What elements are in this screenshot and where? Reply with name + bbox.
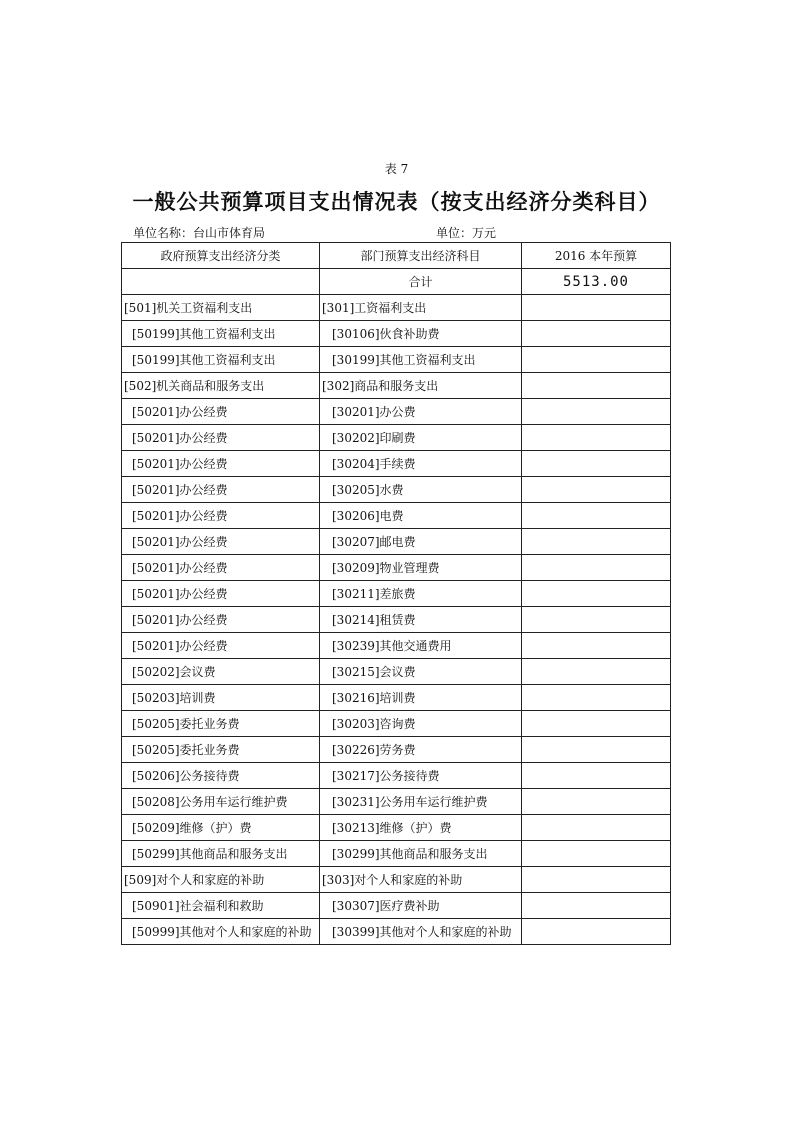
table-row [122,659,671,685]
table-row [122,789,671,815]
budget-value-cell [522,607,671,633]
gov-classification-cell: [502]机关商品和服务支出 [122,373,320,399]
gov-classification-cell: [50205]委托业务费 [122,711,320,737]
budget-value-cell [522,659,671,685]
gov-classification-cell: [50201]办公经费 [122,529,320,555]
gov-classification-cell: [509]对个人和家庭的补助 [122,867,320,893]
budget-value-cell [522,919,671,945]
header-dept-subject: 部门预算支出经济科目 [320,243,522,269]
gov-classification-cell: [50201]办公经费 [122,425,320,451]
budget-value-cell [522,295,671,321]
budget-value-cell [522,347,671,373]
budget-value-cell [522,451,671,477]
dept-subject-cell: [30106]伙食补助费 [320,321,522,347]
dept-subject-cell: [30399]其他对个人和家庭的补助 [320,919,522,945]
dept-subject-cell: [30217]公务接待费 [320,763,522,789]
table-number: 表 7 [384,162,409,176]
dept-subject-cell: [30206]电费 [320,503,522,529]
table-row [122,581,671,607]
dept-subject-cell: [30207]邮电费 [320,529,522,555]
table-row [122,529,671,555]
header-budget-2016: 2016 本年预算 [522,243,671,269]
dept-subject-cell: [30307]医疗费补助 [320,893,522,919]
table-row [122,295,671,321]
gov-classification-cell: [50201]办公经费 [122,477,320,503]
budget-value-cell [522,477,671,503]
table-row [122,867,671,893]
budget-value-cell [522,373,671,399]
dept-subject-cell: [30216]培训费 [320,685,522,711]
dept-subject-cell: [30231]公务用车运行维护费 [320,789,522,815]
dept-subject-cell: [30299]其他商品和服务支出 [320,841,522,867]
dept-subject-cell: [30211]差旅费 [320,581,522,607]
table-row [122,815,671,841]
table-row [122,633,671,659]
gov-classification-cell: [501]机关工资福利支出 [122,295,320,321]
budget-value-cell [522,633,671,659]
dept-subject-cell: [30203]咨询费 [320,711,522,737]
gov-classification-cell: [50203]培训费 [122,685,320,711]
gov-classification-cell: [50199]其他工资福利支出 [122,321,320,347]
dept-subject-cell: [30201]办公费 [320,399,522,425]
budget-value-cell [522,399,671,425]
table-row [122,685,671,711]
table-row [122,893,671,919]
dept-subject-cell: [30226]劳务费 [320,737,522,763]
dept-subject-cell: [30205]水费 [320,477,522,503]
gov-classification-cell: [50201]办公经费 [122,581,320,607]
table-row [122,555,671,581]
table-row [122,321,671,347]
gov-classification-cell: [50201]办公经费 [122,633,320,659]
gov-classification-cell: [50208]公务用车运行维护费 [122,789,320,815]
gov-classification-cell: [50205]委托业务费 [122,737,320,763]
budget-value-cell [522,581,671,607]
total-empty-cell [122,269,320,295]
table-row [122,399,671,425]
dept-subject-cell: [302]商品和服务支出 [320,373,522,399]
gov-classification-cell: [50999]其他对个人和家庭的补助 [122,919,320,945]
budget-value-cell [522,815,671,841]
budget-value-cell [522,321,671,347]
gov-classification-cell: [50201]办公经费 [122,607,320,633]
budget-value-cell [522,425,671,451]
gov-classification-cell: [50901]社会福利和救助 [122,893,320,919]
table-row [122,841,671,867]
gov-classification-cell: [50209]维修（护）费 [122,815,320,841]
expenditure-table [121,242,671,945]
budget-value-cell [522,503,671,529]
table-header-row [122,243,671,269]
total-row [122,269,671,295]
dept-subject-cell: [30199]其他工资福利支出 [320,347,522,373]
budget-value-cell [522,555,671,581]
budget-value-cell [522,893,671,919]
table-row [122,503,671,529]
gov-classification-cell: [50201]办公经费 [122,503,320,529]
header-gov-classification: 政府预算支出经济分类 [122,243,320,269]
gov-classification-cell: [50201]办公经费 [122,555,320,581]
dept-subject-cell: [303]对个人和家庭的补助 [320,867,522,893]
dept-subject-cell: [301]工资福利支出 [320,295,522,321]
dept-subject-cell: [30239]其他交通费用 [320,633,522,659]
gov-classification-cell: [50299]其他商品和服务支出 [122,841,320,867]
budget-value-cell [522,763,671,789]
table-row [122,763,671,789]
budget-value-cell [522,737,671,763]
gov-classification-cell: [50202]会议费 [122,659,320,685]
dept-subject-cell: [30202]印刷费 [320,425,522,451]
budget-value-cell [522,867,671,893]
table-row [122,711,671,737]
table-row [122,451,671,477]
dept-subject-cell: [30213]维修（护）费 [320,815,522,841]
table-row [122,477,671,503]
table-row [122,607,671,633]
table-row [122,347,671,373]
table-row [122,425,671,451]
total-label: 合计 [320,269,522,295]
dept-subject-cell: [30215]会议费 [320,659,522,685]
total-value: 5513.00 [522,269,671,295]
budget-value-cell [522,841,671,867]
gov-classification-cell: [50201]办公经费 [122,451,320,477]
table-row [122,919,671,945]
gov-classification-cell: [50201]办公经费 [122,399,320,425]
table-row [122,373,671,399]
document-title: 一般公共预算项目支出情况表（按支出经济分类科目） [132,189,661,214]
table-row [122,737,671,763]
dept-subject-cell: [30204]手续费 [320,451,522,477]
gov-classification-cell: [50199]其他工资福利支出 [122,347,320,373]
budget-value-cell [522,789,671,815]
unit-name-label: 单位名称：台山市体育局 [133,226,266,240]
budget-value-cell [522,529,671,555]
dept-subject-cell: [30209]物业管理费 [320,555,522,581]
currency-unit-label: 单位：万元 [436,226,497,240]
budget-value-cell [522,711,671,737]
dept-subject-cell: [30214]租赁费 [320,607,522,633]
gov-classification-cell: [50206]公务接待费 [122,763,320,789]
budget-value-cell [522,685,671,711]
